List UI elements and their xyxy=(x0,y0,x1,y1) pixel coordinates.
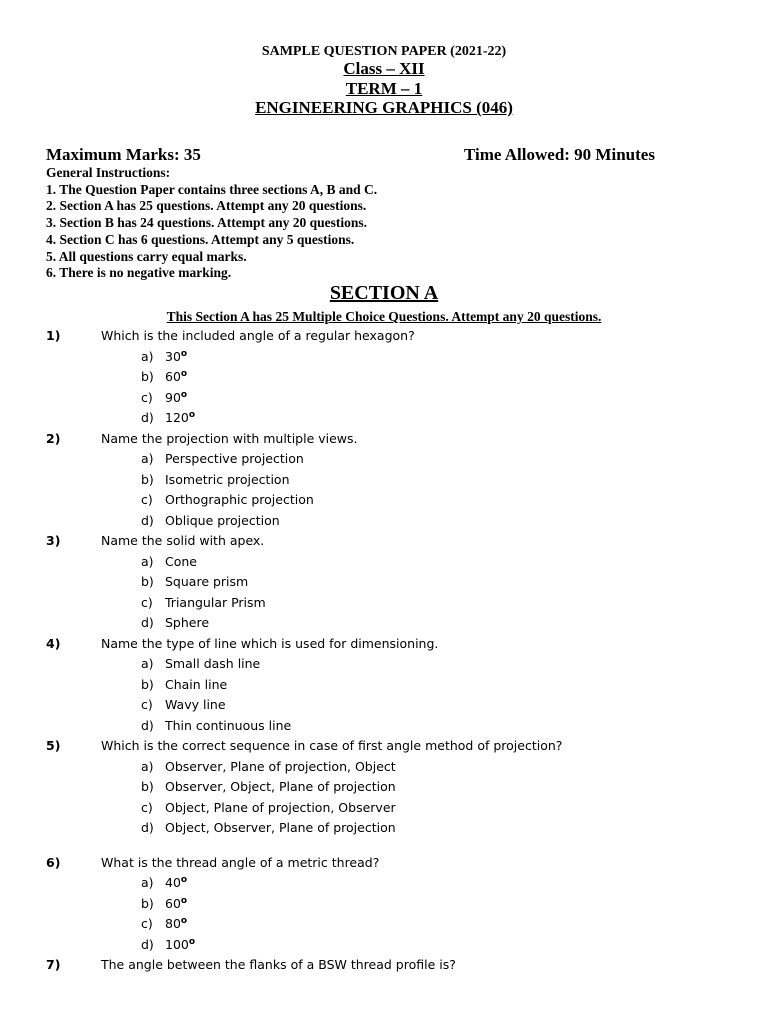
option-value: Oblique projection xyxy=(165,512,280,528)
question-number: 5) xyxy=(46,738,61,753)
option-label: c) xyxy=(141,799,153,815)
instruction-line: 4. Section C has 6 questions. Attempt any 5 questions. xyxy=(46,231,355,247)
option-text xyxy=(165,677,227,692)
option-text xyxy=(165,896,187,911)
option-text xyxy=(165,875,187,890)
paper-heading: SAMPLE QUESTION PAPER (2021-22) xyxy=(261,44,507,59)
option-label: b) xyxy=(141,369,154,384)
option-label: a) xyxy=(141,875,154,890)
option-text xyxy=(165,390,187,405)
option-label: a) xyxy=(141,758,154,774)
question-text: What is the thread angle of a metric thread? xyxy=(101,854,380,870)
instructions-heading: General Instructions: xyxy=(46,165,171,180)
question-number: 6) xyxy=(46,854,61,870)
option-text xyxy=(165,349,187,364)
option-label: b) xyxy=(141,574,154,589)
option-label: c) xyxy=(141,594,153,610)
option-label: c) xyxy=(141,389,153,405)
option-text xyxy=(165,472,290,487)
option-value: Wavy line xyxy=(165,697,226,712)
option-value: 90 xyxy=(165,389,181,405)
question-text: Which is the correct sequence in case of first angle method of projection? xyxy=(101,738,563,753)
question-text: Name the solid with apex. xyxy=(101,533,265,548)
subject-heading: ENGINEERING GRAPHICS (046) xyxy=(255,98,513,117)
option-value: 60 xyxy=(165,895,181,911)
option-label: a) xyxy=(141,451,154,466)
option-value: 60 xyxy=(165,369,181,384)
option-value: Square prism xyxy=(165,574,249,589)
instruction-line: 2. Section A has 25 questions. Attempt any 20 questions. xyxy=(46,198,367,214)
time-allowed: Time Allowed: 90 Minutes xyxy=(464,145,655,164)
question-text: Name the projection with multiple views. xyxy=(101,430,358,446)
option-label: c) xyxy=(141,492,153,507)
section-title: SECTION A xyxy=(329,282,439,304)
option-value: Triangular Prism xyxy=(165,594,266,610)
option-label: d) xyxy=(141,717,154,733)
instruction-line: 5. All questions carry equal marks. xyxy=(46,248,247,264)
option-value: 120 xyxy=(165,410,189,425)
degree-superscript: o xyxy=(180,348,188,359)
option-value: Isometric projection xyxy=(165,471,290,487)
option-value: Perspective projection xyxy=(165,451,304,466)
option-value: Sphere xyxy=(165,615,210,630)
degree-superscript: o xyxy=(180,874,188,885)
option-value: Small dash line xyxy=(165,656,261,671)
question-number: 2) xyxy=(46,430,61,446)
option-text xyxy=(165,615,209,630)
question-number: 3) xyxy=(46,533,61,548)
option-text xyxy=(165,916,187,931)
option-label: c) xyxy=(141,916,153,931)
degree-superscript: o xyxy=(188,409,196,420)
option-value: 40 xyxy=(165,875,181,890)
option-label: b) xyxy=(141,471,154,487)
term-heading: TERM – 1 xyxy=(345,79,423,98)
question-number: 4) xyxy=(46,635,61,651)
option-text xyxy=(165,820,396,835)
general-instructions xyxy=(46,165,377,282)
instruction-line: 1. The Question Paper contains three sections A, B and C. xyxy=(46,181,378,197)
maximum-marks: Maximum Marks: 35 xyxy=(46,145,201,164)
option-text xyxy=(165,800,396,815)
option-value: Chain line xyxy=(165,676,228,692)
option-label: a) xyxy=(141,656,154,671)
option-value: Cone xyxy=(165,553,197,569)
option-value: 100 xyxy=(165,936,189,952)
option-label: d) xyxy=(141,615,154,630)
option-label: b) xyxy=(141,676,154,692)
option-text xyxy=(165,697,226,712)
degree-superscript: o xyxy=(180,389,188,400)
option-text xyxy=(165,410,195,425)
class-heading: Class – XII xyxy=(343,59,425,78)
option-value: Object, Plane of projection, Observer xyxy=(165,799,396,815)
option-value: 80 xyxy=(165,916,181,931)
option-label: a) xyxy=(141,348,154,364)
option-label: d) xyxy=(141,820,154,835)
option-label: d) xyxy=(141,512,154,528)
option-value: 30 xyxy=(165,348,181,364)
option-text xyxy=(165,718,291,733)
option-text xyxy=(165,554,197,569)
option-value: Orthographic projection xyxy=(165,492,314,507)
option-label: b) xyxy=(141,779,154,794)
option-text xyxy=(165,937,195,952)
degree-superscript: o xyxy=(188,936,196,947)
question-text: Which is the included angle of a regular hexagon? xyxy=(101,328,415,343)
question-number: 7) xyxy=(46,957,61,972)
question-number: 1) xyxy=(46,328,61,343)
option-value: Observer, Object, Plane of projection xyxy=(165,779,396,794)
option-value: Observer, Plane of projection, Object xyxy=(165,758,396,774)
option-text xyxy=(165,451,304,466)
section-subtitle: This Section A has 25 Multiple Choice Questions. Attempt any 20 questions. xyxy=(166,309,602,324)
option-label: d) xyxy=(141,410,154,425)
degree-superscript: o xyxy=(180,368,188,379)
question-text: The angle between the flanks of a BSW thread profile is? xyxy=(101,957,456,972)
option-label: b) xyxy=(141,895,154,911)
option-value: Thin continuous line xyxy=(165,717,292,733)
option-text xyxy=(165,513,280,528)
degree-superscript: o xyxy=(180,895,188,906)
option-label: a) xyxy=(141,553,154,569)
option-text xyxy=(165,492,314,507)
option-text xyxy=(165,369,187,384)
option-value: Object, Observer, Plane of projection xyxy=(165,820,396,835)
option-text xyxy=(165,779,396,794)
option-label: c) xyxy=(141,697,153,712)
option-text xyxy=(165,574,248,589)
instruction-line: 6. There is no negative marking. xyxy=(46,265,232,281)
option-label: d) xyxy=(141,936,154,952)
option-text xyxy=(165,759,396,774)
degree-superscript: o xyxy=(180,915,188,926)
option-text xyxy=(165,595,266,610)
question-text: Name the type of line which is used for dimensioning. xyxy=(101,635,439,651)
option-text xyxy=(165,656,260,671)
instruction-line: 3. Section B has 24 questions. Attempt any 20 questions. xyxy=(46,215,368,231)
